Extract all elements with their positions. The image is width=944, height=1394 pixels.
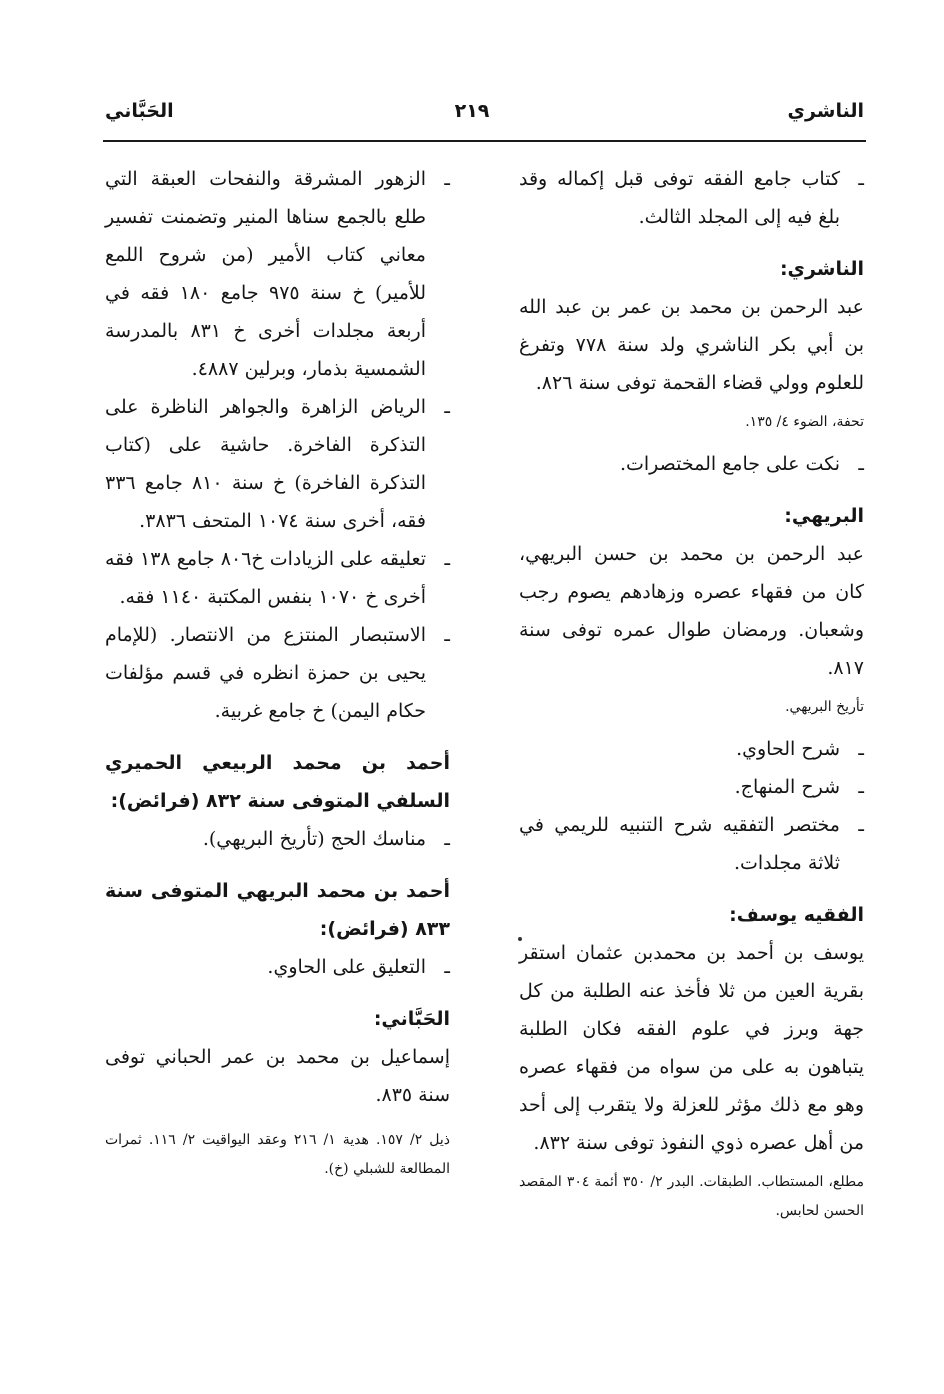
list-dash: ـ <box>858 814 864 836</box>
list-dash: ـ <box>858 168 864 190</box>
list-item <box>105 948 450 986</box>
list-item <box>519 768 864 806</box>
list-item <box>519 806 864 882</box>
list-item <box>105 616 450 730</box>
running-header-left: الحَبَّاني <box>105 100 174 122</box>
right-column <box>519 160 864 1234</box>
entry-body-buraihi: عبد الرحمن بن محمد بن حسن البريهي، كان من فقهاء عصره وزهادهم يصوم رجب وشعبان. ورمضان طوال عمره توفى سنة ٨١٧. <box>519 543 864 679</box>
list-item <box>105 820 450 858</box>
entry-reference-buraihi: تأريخ البريهي. <box>785 699 864 715</box>
list-item <box>519 160 864 236</box>
list-dash: ـ <box>444 168 450 190</box>
entry-reference-habbani: ذيل ٢/ ١٥٧. هدية ١/ ٢١٦ وعقد اليواقيت ٢/ ١١٦. ثمرات المطالعة للشبلي (خ). <box>105 1132 450 1177</box>
entry-heading-habbani: الحَبَّاني: <box>373 1008 450 1030</box>
entry-reference-faqih-yusuf: مطلع، المستطاب. الطبقات. البدر ٢/ ٣٥٠ أئمة ٣٠٤ المقصد الحسن لحابس. <box>519 1174 864 1219</box>
list-dash: ـ <box>444 828 450 850</box>
list-dash: ـ <box>444 956 450 978</box>
entry-heading-ahmad-buraihi: أحمد بن محمد البريهي المتوفى سنة ٨٣٣ (فرائض): <box>105 880 450 940</box>
entry-heading-ahmad-salafi: أحمد بن محمد الربيعي الحميري السلفي المتوفى سنة ٨٣٢ (فرائض): <box>105 752 450 812</box>
entry-reference-nashiri: تحفة، الضوء ٤/ ١٣٥. <box>745 414 864 430</box>
list-item-text: كتاب جامع الفقه توفى قبل إكماله وقد بلغ فيه إلى المجلد الثالث. <box>519 168 840 228</box>
entry-heading-nashiri: الناشري: <box>779 258 864 280</box>
list-item-text: مختصر التفقيه شرح التنبيه للريمي في ثلاثة مجلدات. <box>519 814 840 874</box>
page-number: ٢١٩ <box>454 100 490 122</box>
list-dash: ـ <box>444 624 450 646</box>
entry-body-nashiri: عبد الرحمن بن محمد بن عمر بن عبد الله بن أبي بكر الناشري ولد سنة ٧٧٨ وتفرغ للعلوم وولي قضاء القحمة توفى سنة ٨٢٦. <box>519 296 864 394</box>
list-item-text: شرح المنهاج. <box>734 776 840 798</box>
list-dash: ـ <box>444 548 451 570</box>
entry-body-habbani: إسماعيل بن محمد بن عمر الحباني توفى سنة ٨٣٥. <box>105 1046 450 1106</box>
list-item-text: الاستبصار المنتزع من الانتصار. (للإمام يحيى بن حمزة انظره في قسم مؤلفات حكام اليمن) خ جامع غربية. <box>105 624 426 722</box>
list-item <box>105 160 450 388</box>
list-item <box>519 730 864 768</box>
header-rule <box>103 140 866 142</box>
entry-body-faqih-yusuf: يوسف بن أحمد بن محمدبن عثمان استقر بقرية العين من ثلا فأخذ عنه الطلبة من كل جهة وبرز في علوم الفقه فكان الطلبة يتباهون به على من سواه من فقهاء عصره وهو مع ذلك مؤثر للعزلة ولا يتقرب إلى أحد من أهل عصره ذوي النفوذ توفى سنة ٨٣٢. <box>519 942 864 1154</box>
list-item <box>519 445 864 483</box>
list-dash: ـ <box>858 738 864 760</box>
list-dash: ـ <box>858 776 864 798</box>
stray-dot <box>518 937 522 941</box>
list-item-text: مناسك الحج (تأريخ البريهي). <box>202 828 426 850</box>
list-dash: ـ <box>858 453 864 475</box>
list-item-text: تعليقه على الزيادات خ٨٠٦ جامع ١٣٨ فقه أخرى خ ١٠٧٠ بنفس المكتبة ١١٤٠ فقه. <box>105 548 427 608</box>
list-item <box>105 540 450 616</box>
left-column <box>105 160 450 1192</box>
list-item-text: التعليق على الحاوي. <box>267 956 426 978</box>
entry-heading-faqih-yusuf: الفقيه يوسف: <box>729 904 864 926</box>
entry-heading-buraihi: البريهي: <box>784 505 864 527</box>
list-dash: ـ <box>444 396 450 418</box>
list-item-text: الزهور المشرقة والنفحات العبقة التي طلع بالجمع سناها المنير وتضمنت تفسير معاني كتاب الأمير (من شروح اللمع للأمير) خ سنة ٩٧٥ جامع ١٨٠ فقه في أربعة مجلدات أخرى خ ٨٣١ بالمدرسة الشمسية بذمار، وبرلين ٤٨٨٧. <box>105 168 426 380</box>
list-item <box>105 388 450 540</box>
running-header-right: الناشري <box>787 100 864 122</box>
list-item-text: شرح الحاوي. <box>736 738 840 760</box>
list-item-text: الرياض الزاهرة والجواهر الناظرة على التذكرة الفاخرة. حاشية على (كتاب التذكرة الفاخرة) خ سنة ٨١٠ جامع ٣٣٦ فقه، أخرى سنة ١٠٧٤ المتحف ٣٨٣٦. <box>105 396 426 532</box>
list-item-text: نكت على جامع المختصرات. <box>619 453 840 475</box>
